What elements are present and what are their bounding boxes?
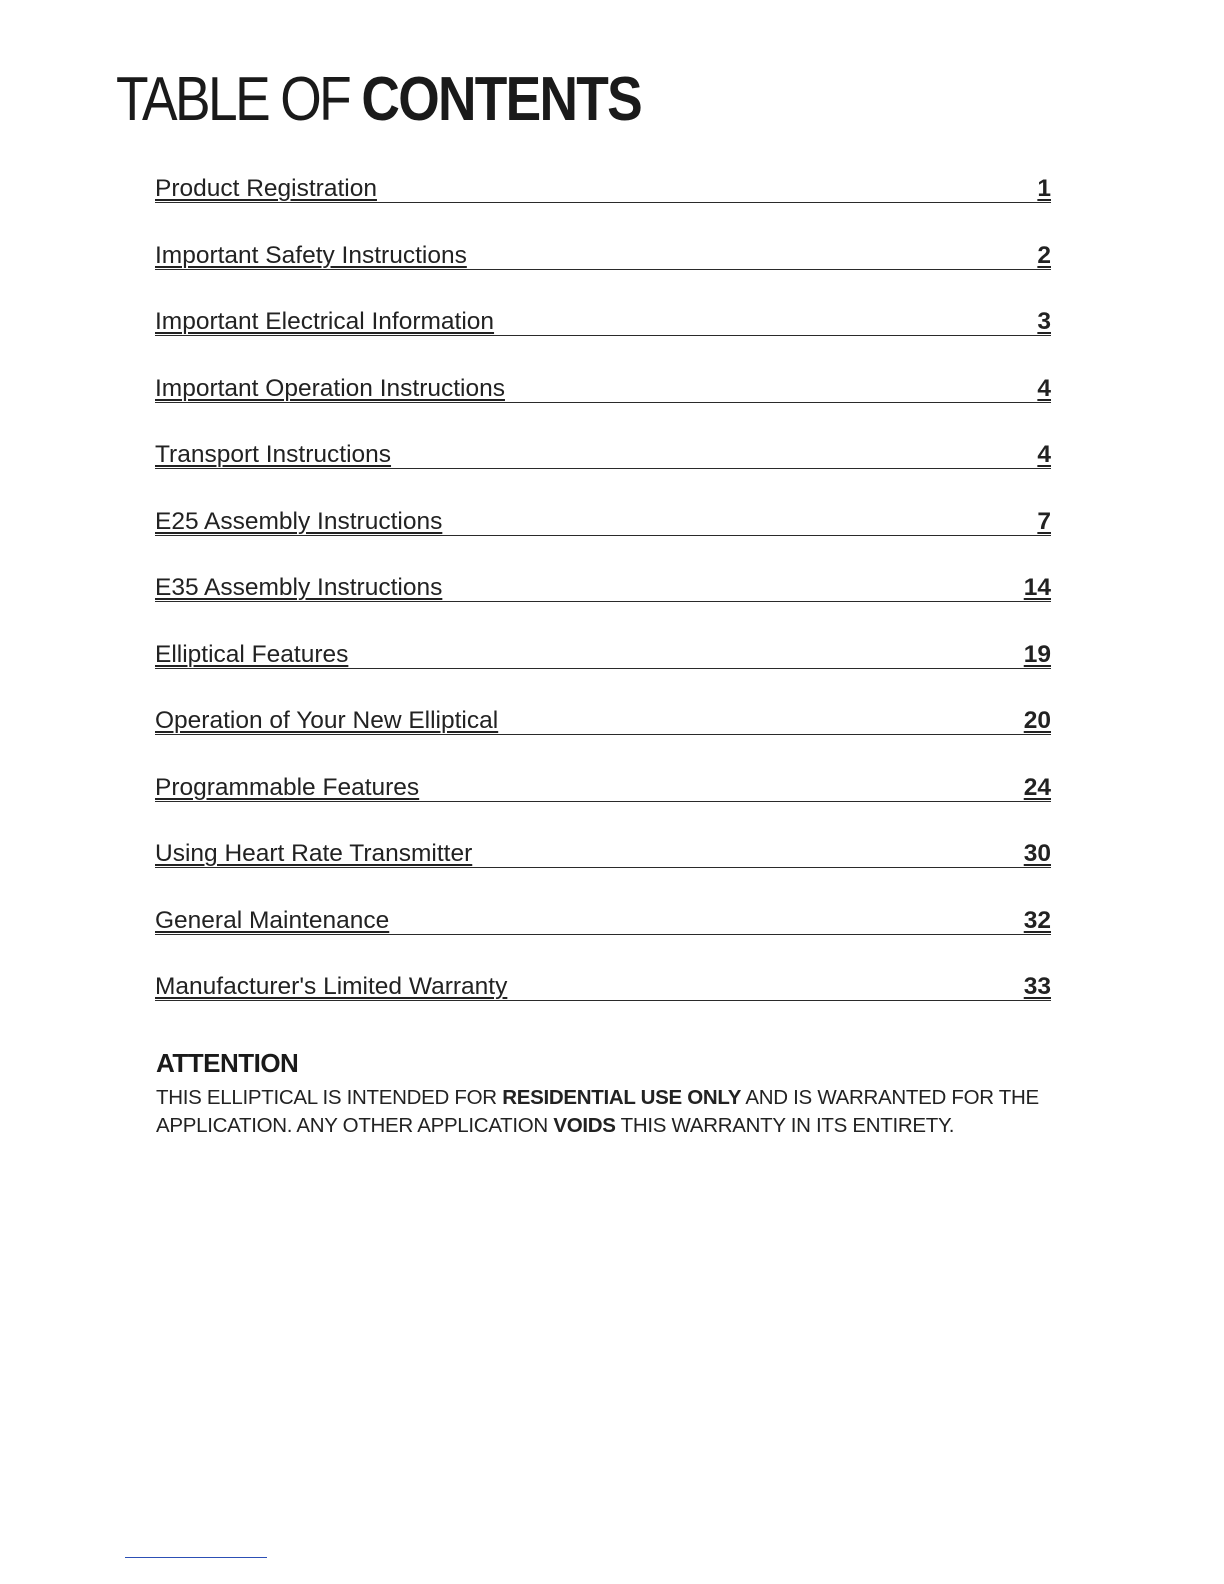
page-title-bold: CONTENTS <box>361 65 641 134</box>
toc-entry-label[interactable]: Manufacturer's Limited Warranty <box>155 973 508 1000</box>
toc-entry-page[interactable]: 7 <box>1037 507 1051 535</box>
toc-entry-label[interactable]: Operation of Your New Elliptical <box>155 707 499 734</box>
toc-entry-label[interactable]: Important Safety Instructions <box>155 241 467 269</box>
toc-entry-label[interactable]: Important Electrical Information <box>155 308 495 335</box>
toc-entry-label[interactable]: Using Heart Rate Transmitter <box>155 840 473 867</box>
attention-text-part: AND IS WARRANTED FOR THE APPLICATION. ANY OTHER APPLICATION <box>156 1086 1039 1137</box>
toc-entry-page[interactable]: 19 <box>1023 640 1051 668</box>
page-title <box>116 62 641 138</box>
attention-notice <box>156 1046 1056 1140</box>
toc-entry-page[interactable]: 14 <box>1023 574 1051 601</box>
attention-text <box>156 1084 1056 1140</box>
toc-entry-page[interactable]: 33 <box>1023 973 1051 1000</box>
toc-entry-label[interactable]: Important Operation Instructions <box>155 374 505 402</box>
footer-rule <box>125 1557 267 1558</box>
toc-entry-page[interactable]: 30 <box>1023 840 1051 867</box>
toc-entry-e35-assembly-instructions[interactable] <box>155 569 1051 636</box>
toc-entry-label[interactable]: Transport Instructions <box>155 441 392 468</box>
toc-entry-page[interactable]: 32 <box>1023 906 1051 934</box>
toc-entry-label[interactable]: Product Registration <box>155 175 377 202</box>
toc-entry-elliptical-features[interactable] <box>155 636 1051 703</box>
toc-entry-page[interactable]: 1 <box>1037 175 1051 202</box>
toc-entry-label[interactable]: General Maintenance <box>155 906 390 934</box>
toc-entry-label[interactable]: Programmable Features <box>155 773 420 801</box>
attention-text-part: THIS WARRANTY IN ITS ENTIRETY. <box>615 1114 955 1137</box>
toc-entry-important-operation-instructions[interactable] <box>155 370 1051 437</box>
toc-entry-manufacturers-limited-warranty[interactable] <box>155 968 1051 1035</box>
toc-entry-page[interactable]: 2 <box>1037 241 1051 269</box>
toc-entry-page[interactable]: 3 <box>1037 308 1051 335</box>
toc-entry-programmable-features[interactable] <box>155 769 1051 836</box>
attention-text-part: THIS ELLIPTICAL IS INTENDED FOR <box>156 1086 503 1109</box>
attention-heading: ATTENTION <box>156 1048 299 1078</box>
toc-entry-page[interactable]: 20 <box>1023 707 1051 734</box>
toc-entry-label[interactable]: E35 Assembly Instructions <box>155 574 443 601</box>
table-of-contents <box>155 170 1051 1035</box>
toc-entry-e25-assembly-instructions[interactable] <box>155 503 1051 570</box>
toc-entry-important-electrical-information[interactable] <box>155 303 1051 370</box>
toc-entry-page[interactable]: 4 <box>1037 374 1051 402</box>
toc-entry-label[interactable]: Elliptical Features <box>155 640 349 668</box>
toc-entry-page[interactable]: 4 <box>1037 441 1051 468</box>
toc-entry-page[interactable]: 24 <box>1023 773 1051 801</box>
toc-entry-product-registration[interactable] <box>155 170 1051 237</box>
toc-entry-transport-instructions[interactable] <box>155 436 1051 503</box>
page-title-light: TABLE OF <box>116 65 362 134</box>
toc-entry-important-safety-instructions[interactable] <box>155 237 1051 304</box>
toc-entry-using-heart-rate-transmitter[interactable] <box>155 835 1051 902</box>
toc-entry-label[interactable]: E25 Assembly Instructions <box>155 507 443 535</box>
toc-entry-operation-of-your-new-elliptical[interactable] <box>155 702 1051 769</box>
attention-emphasis-voids: VOIDS <box>553 1114 616 1137</box>
attention-emphasis-residential: RESIDENTIAL USE ONLY <box>502 1086 742 1109</box>
toc-entry-general-maintenance[interactable] <box>155 902 1051 969</box>
